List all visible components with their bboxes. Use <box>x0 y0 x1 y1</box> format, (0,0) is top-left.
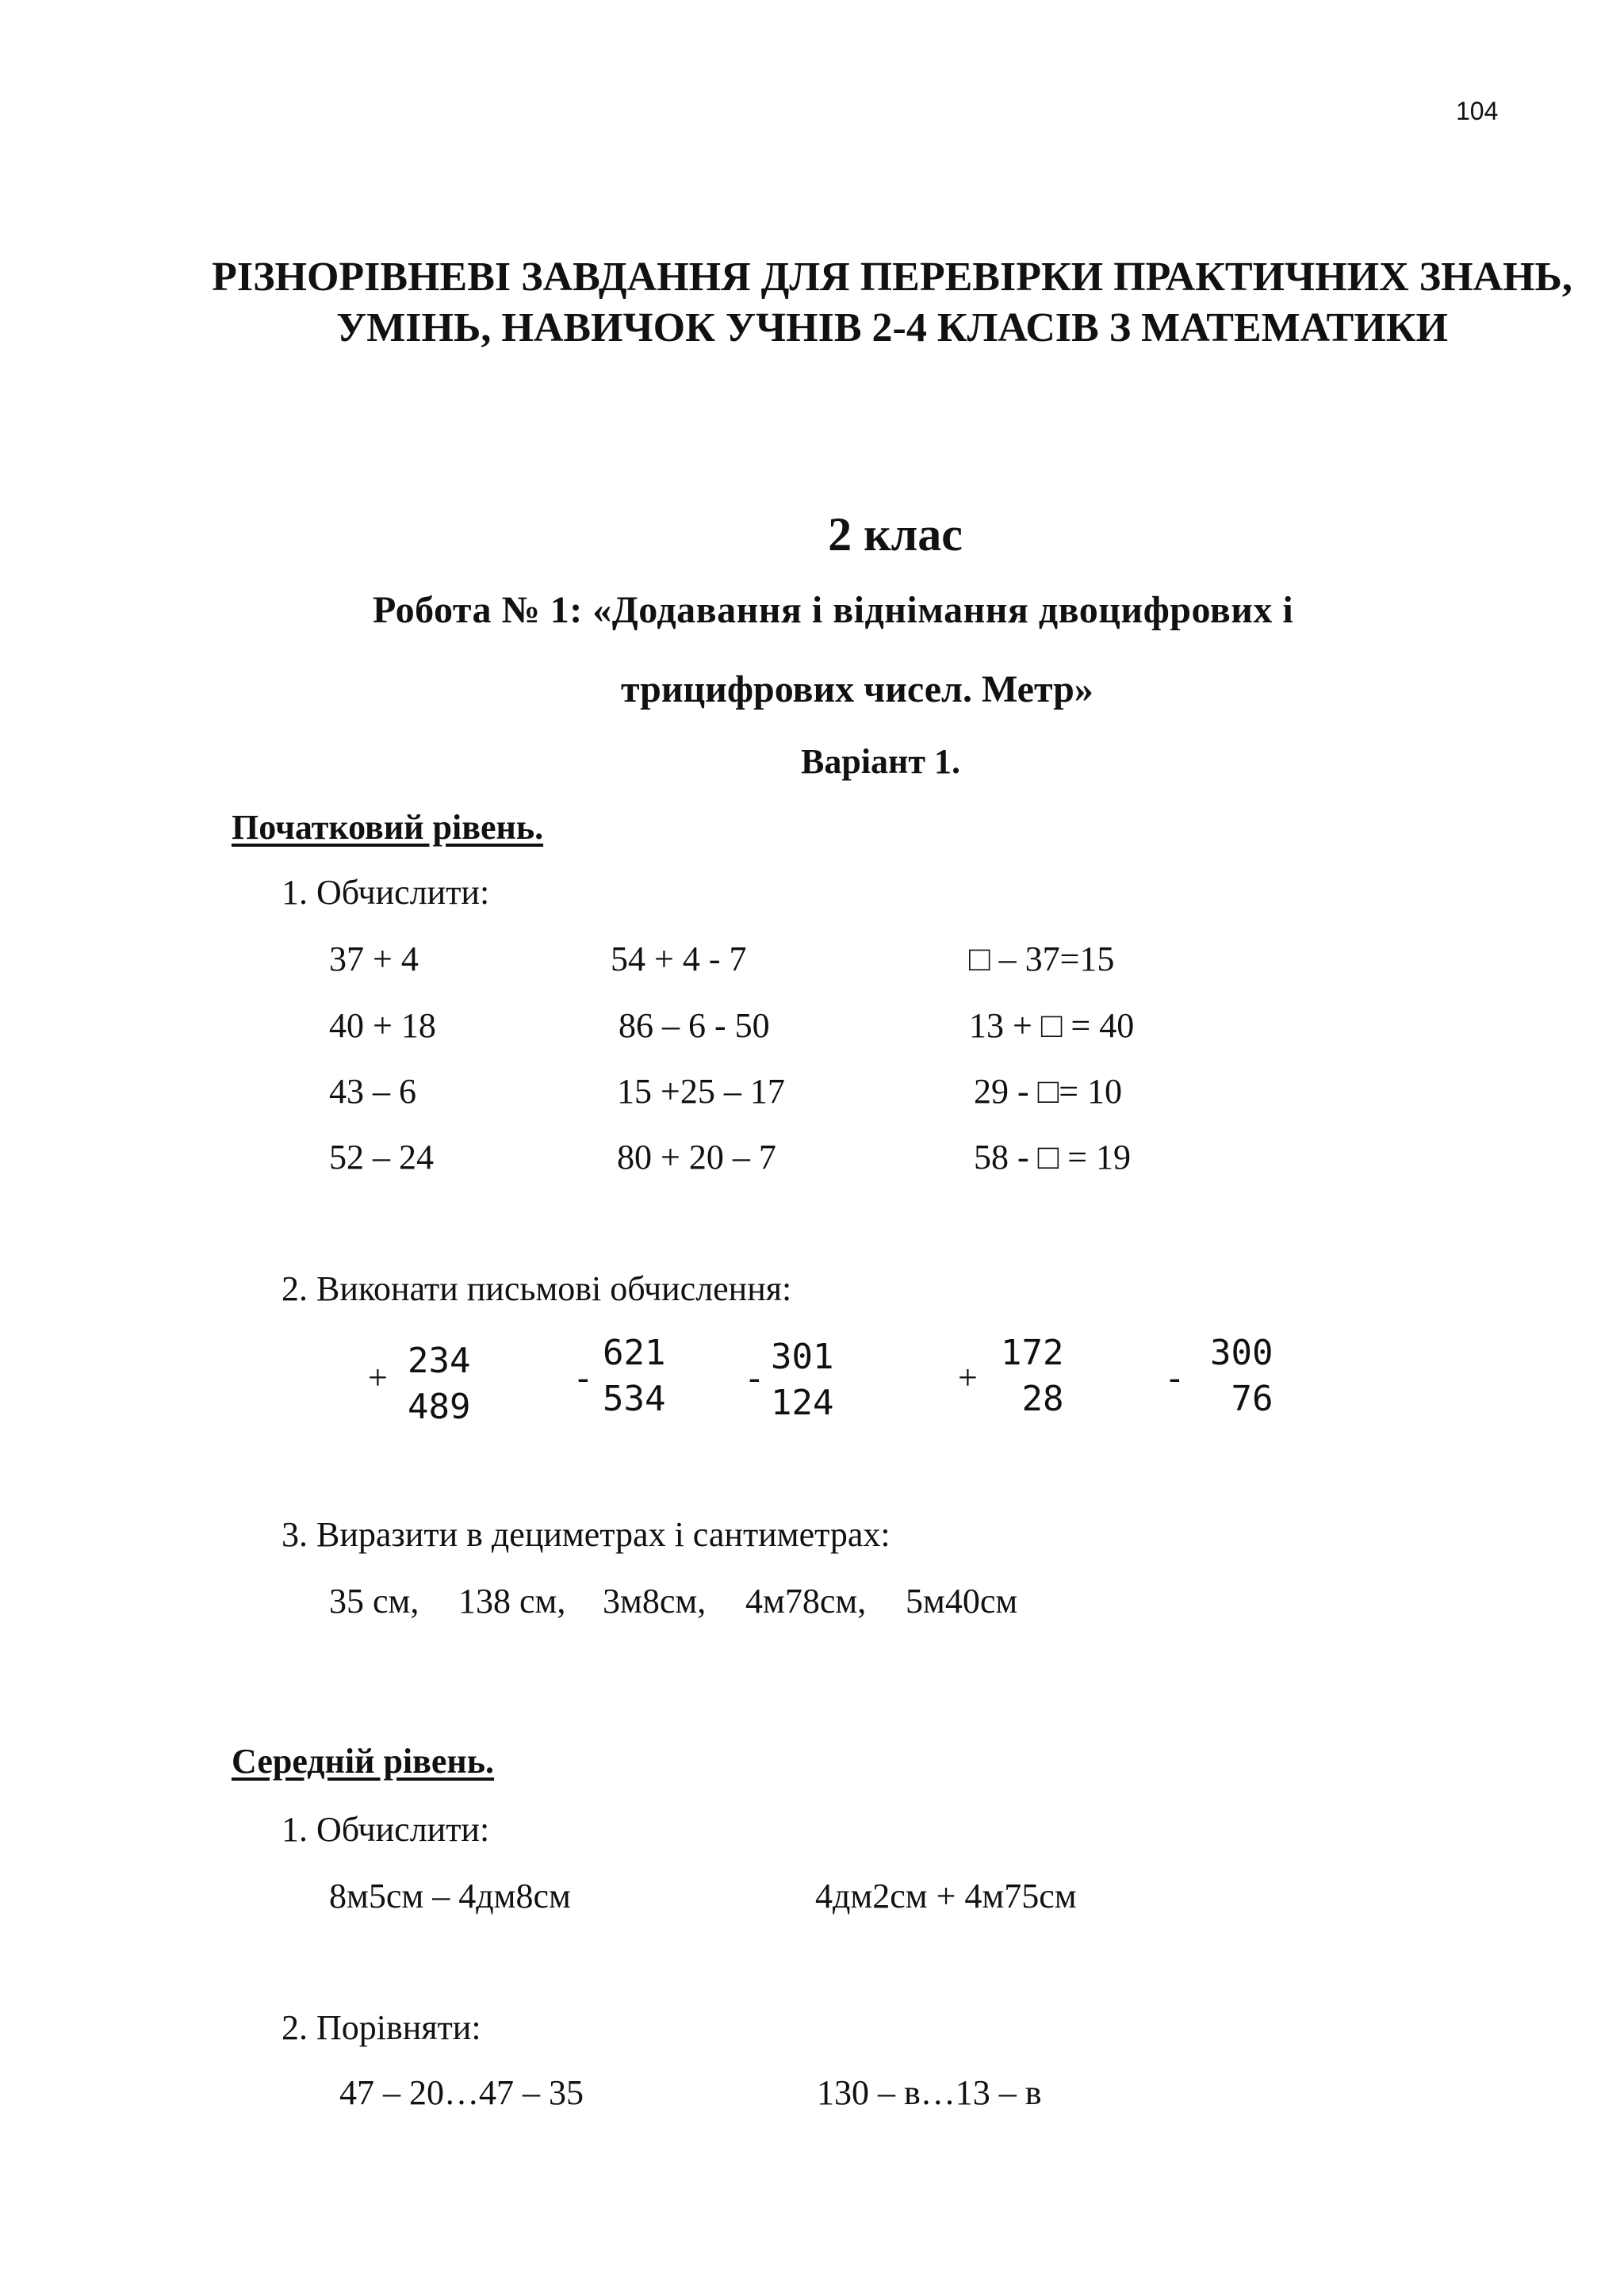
task-3-label: 3. Виразити в дециметрах і сантиметрах: <box>282 1515 891 1554</box>
expression: 52 – 24 <box>329 1138 434 1177</box>
middle-level-heading: Середній рівень. <box>232 1742 495 1781</box>
task-2-label: 2. Виконати письмові обчислення: <box>282 1269 792 1308</box>
column-bottom-number: 28 <box>1021 1379 1064 1419</box>
measurement-value: 3м8см, <box>603 1582 707 1621</box>
document-title: РІЗНОРІВНЕВІ ЗАВДАННЯ ДЛЯ ПЕРЕВІРКИ ПРАКТИЧНИХ ЗНАНЬ, УМІНЬ, НАВИЧОК УЧНІВ 2-4 КЛАСІВ З МАТЕМАТИКИ <box>212 254 1572 350</box>
column-calculation <box>771 1334 833 1426</box>
expression: 13 + □ = 40 <box>969 1006 1135 1045</box>
measurement-value: 4м78см, <box>745 1582 867 1621</box>
measurement-value: 35 см, <box>329 1582 419 1621</box>
expression: 40 + 18 <box>329 1006 436 1045</box>
expression: 4дм2см + 4м75см <box>815 1877 1077 1915</box>
work-title-line-2: трицифрових чисел. Метр» <box>621 668 1094 710</box>
column-top-number: 172 <box>1001 1333 1064 1373</box>
column-top-number: 234 <box>408 1341 471 1381</box>
column-calculation <box>1210 1330 1273 1422</box>
expression: 15 +25 – 17 <box>617 1072 785 1111</box>
variant-heading: Варіант 1. <box>801 742 961 781</box>
expression: 54 + 4 - 7 <box>611 939 747 978</box>
operation-sign: - <box>577 1358 589 1397</box>
column-top-number: 301 <box>771 1337 834 1377</box>
column-top-number: 621 <box>603 1333 666 1373</box>
expression: 8м5см – 4дм8см <box>329 1877 571 1915</box>
task-1-label: 1. Обчислити: <box>282 1810 490 1849</box>
expression: 80 + 20 – 7 <box>617 1138 776 1177</box>
column-calculation <box>603 1330 665 1422</box>
task-2-label: 2. Порівняти: <box>282 2008 481 2047</box>
operation-sign: - <box>749 1358 760 1397</box>
expression: 37 + 4 <box>329 939 419 978</box>
expression: □ – 37=15 <box>969 939 1115 978</box>
column-calculation <box>1001 1330 1063 1422</box>
column-bottom-number: 534 <box>603 1379 666 1419</box>
operation-sign: - <box>1169 1358 1181 1397</box>
task-1-label: 1. Обчислити: <box>282 873 490 912</box>
page-number: 104 <box>1456 97 1499 125</box>
initial-level-heading: Початковий рівень. <box>232 808 544 847</box>
measurement-value: 138 см, <box>458 1582 566 1621</box>
column-bottom-number: 124 <box>771 1383 834 1423</box>
operation-sign: + <box>958 1358 978 1397</box>
expression: 43 – 6 <box>329 1072 416 1111</box>
operation-sign: + <box>368 1358 388 1397</box>
column-calculation <box>408 1338 470 1430</box>
expression: 86 – 6 - 50 <box>619 1006 770 1045</box>
column-top-number: 300 <box>1210 1333 1274 1373</box>
column-bottom-number: 489 <box>408 1387 471 1427</box>
expression: 29 - □= 10 <box>974 1072 1123 1111</box>
grade-heading: 2 клас <box>828 508 963 561</box>
expression: 130 – в…13 – в <box>817 2073 1042 2112</box>
work-title-line-1: Робота № 1: «Додавання і віднімання двоцифрових і <box>373 589 1294 631</box>
measurement-value: 5м40см <box>906 1582 1018 1621</box>
column-bottom-number: 76 <box>1231 1379 1274 1419</box>
expression: 58 - □ = 19 <box>974 1138 1132 1177</box>
expression: 47 – 20…47 – 35 <box>339 2073 584 2112</box>
